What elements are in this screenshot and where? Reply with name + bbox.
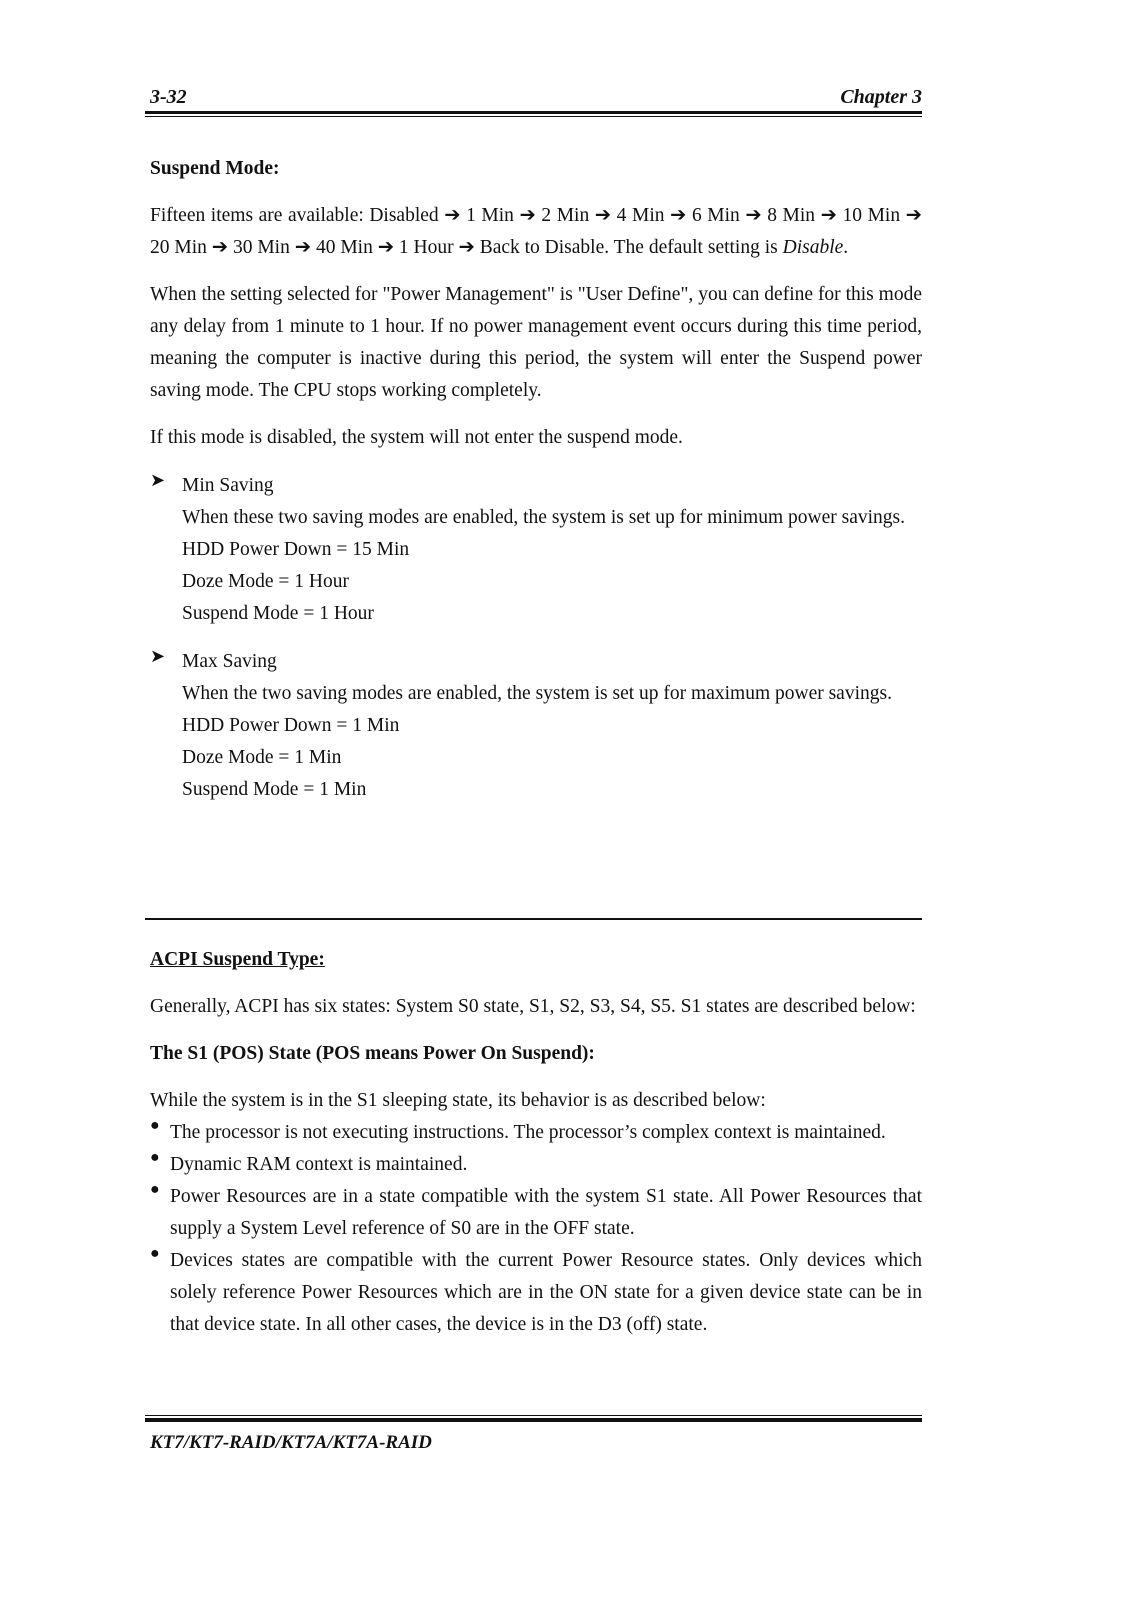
- dot-bullet-icon: ●: [150, 1149, 160, 1166]
- suspend-options-paragraph: Fifteen items are available: Disabled ➔ 1 Min ➔ 2 Min ➔ 4 Min ➔ 6 Min ➔ 8 Min ➔ 10 Min ➔ 20 Min ➔ 30 Min ➔ 40 Min ➔ 1 Hour ➔ Back to Disable. The default setting is Disable.: [150, 205, 922, 258]
- max-saving-suspend: Suspend Mode = 1 Min: [182, 779, 367, 800]
- footer-rule: [145, 1418, 922, 1422]
- page-header: [150, 80, 922, 110]
- max-saving-item: [150, 646, 922, 806]
- max-saving-hdd: HDD Power Down = 1 Min: [182, 715, 400, 736]
- suspend-options-text: Fifteen items are available: Disabled ➔ 1 Min ➔ 2 Min ➔ 4 Min ➔ 6 Min ➔ 8 Min ➔ 10 Min ➔ 20 Min ➔ 30 Min ➔ 40 Min ➔ 1 Hour ➔ Back to Disable. The default setting is: [150, 205, 922, 258]
- suspend-disabled-paragraph: If this mode is disabled, the system will not enter the suspend mode.: [150, 427, 683, 448]
- max-saving-desc: When the two saving modes are enabled, the system is set up for maximum power savings.: [182, 683, 892, 704]
- page-number: 3-32: [150, 86, 187, 108]
- s1-bullet: [150, 1149, 922, 1181]
- max-saving-doze: Doze Mode = 1 Min: [182, 747, 342, 768]
- acpi-section: [150, 944, 922, 1341]
- suspend-define-paragraph: When the setting selected for "Power Management" is "User Define", you can define for this mode any delay from 1 minute to 1 hour. If no power management event occurs during this time period, meaning the computer is inactive during this period, the system will enter the Suspend power saving mode. The CPU stops working completely.: [150, 284, 922, 401]
- max-saving-title: Max Saving: [182, 651, 277, 672]
- header-rule-thin: [145, 116, 922, 117]
- s1-bullet: [150, 1117, 922, 1149]
- arrow-bullet-icon: ➤: [150, 646, 166, 666]
- suspend-mode-heading: Suspend Mode:: [150, 158, 280, 179]
- dot-bullet-icon: ●: [150, 1181, 160, 1198]
- min-saving-hdd: HDD Power Down = 15 Min: [182, 539, 410, 560]
- arrow-bullet-icon: ➤: [150, 470, 166, 490]
- min-saving-doze: Doze Mode = 1 Hour: [182, 571, 349, 592]
- footer-rule-thin: [145, 1415, 922, 1416]
- s1-bullet: [150, 1181, 922, 1245]
- s1-bullet-text: Devices states are compatible with the current Power Resource states. Only devices which solely reference Power Resources which are in the ON state for a given device state can be in that device state. In all other cases, the device is in the D3 (off) state.: [170, 1250, 922, 1335]
- dot-bullet-icon: ●: [150, 1245, 160, 1262]
- s1-bullet: [150, 1245, 922, 1341]
- section-divider: [145, 918, 922, 920]
- min-saving-title: Min Saving: [182, 475, 274, 496]
- min-saving-desc: When these two saving modes are enabled, the system is set up for minimum power savings.: [182, 507, 905, 528]
- dot-bullet-icon: ●: [150, 1117, 160, 1134]
- footer-model: KT7/KT7-RAID/KT7A/KT7A-RAID: [150, 1432, 432, 1453]
- suspend-mode-section: [150, 153, 922, 806]
- s1-heading: The S1 (POS) State (POS means Power On Suspend):: [150, 1043, 595, 1064]
- manual-page: [150, 80, 922, 1335]
- acpi-intro: Generally, ACPI has six states: System S0 state, S1, S2, S3, S4, S5. S1 states are described below:: [150, 996, 916, 1017]
- suspend-default-value: Disable: [782, 237, 844, 258]
- s1-intro: While the system is in the S1 sleeping state, its behavior is as described below:: [150, 1090, 766, 1111]
- chapter-label: Chapter 3: [840, 86, 922, 108]
- s1-bullet-text: Power Resources are in a state compatible with the system S1 state. All Power Resources that supply a System Level reference of S0 are in the OFF state.: [170, 1186, 922, 1239]
- header-rule: [145, 111, 922, 114]
- min-saving-suspend: Suspend Mode = 1 Hour: [182, 603, 374, 624]
- acpi-heading: ACPI Suspend Type:: [150, 949, 325, 970]
- s1-bullet-text: The processor is not executing instructions. The processor’s complex context is maintained.: [170, 1122, 886, 1143]
- s1-bullet-text: Dynamic RAM context is maintained.: [170, 1154, 468, 1175]
- min-saving-item: [150, 470, 922, 630]
